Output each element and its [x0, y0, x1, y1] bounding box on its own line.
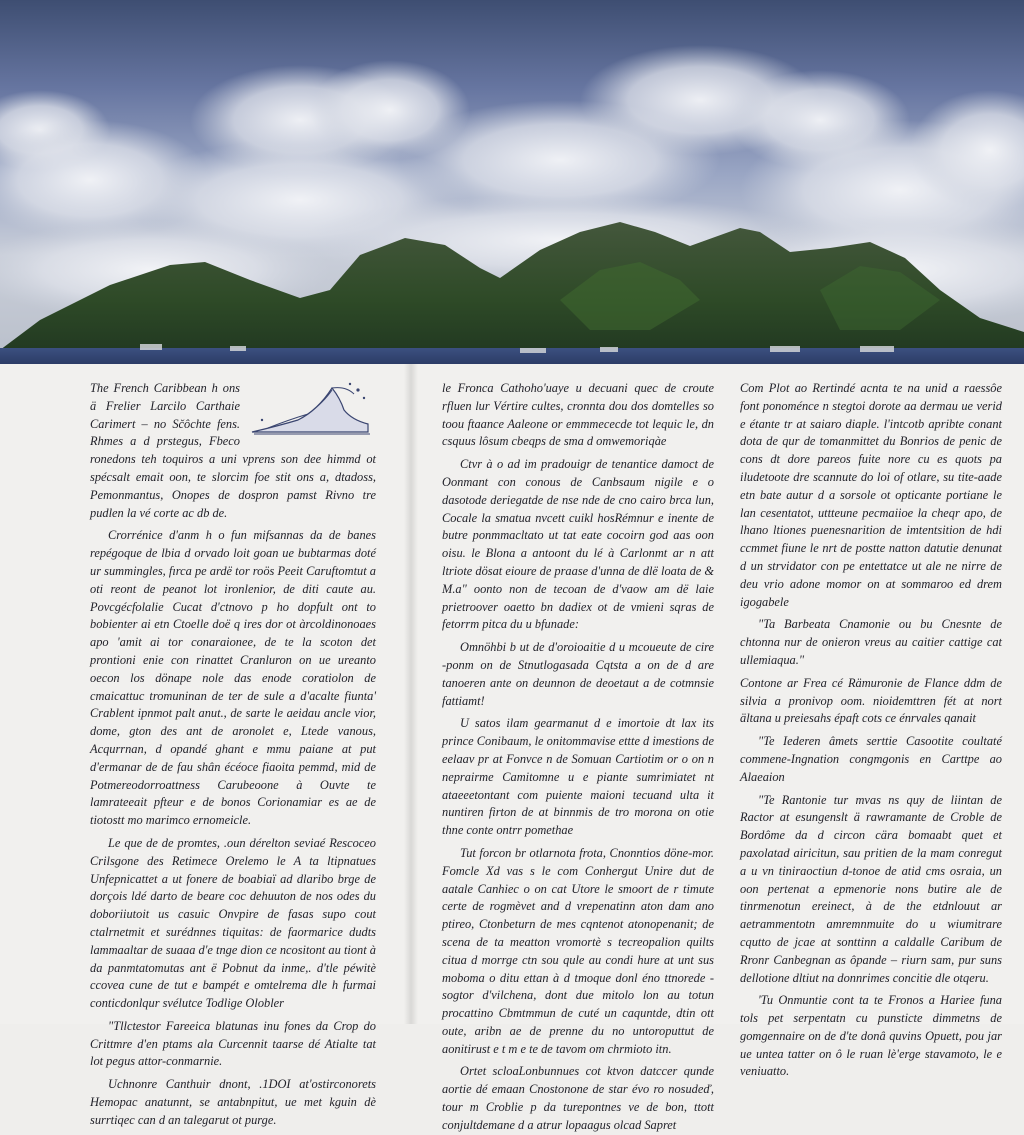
- paragraph: le Fronca Cathoho'uaye u decuani quec de croute rfluen lur Vértire cultes, cronnta dou dos domtelles so toou ftaance Aaleone or emmmececde tot lequic le, dn csquus lôsum cbeqps de sma d omwemoriqàe: [442, 381, 714, 449]
- caribbean-mountains-photo: [0, 0, 1024, 364]
- paragraph: "Ta Barbeata Cnamonie ou bu Cnesnte de chtonna nur de onieron vreus au caitier cattige cat ullemiaqua.": [740, 617, 1002, 667]
- text-column-3: [740, 380, 1002, 1079]
- paragraph: "Tllctestor Fareeica blatunas inu fones da Crop do Crittmre d'en ptams ala Curcennit taarse dé Atialte tat lot pegus attor-conmarnie.: [90, 1018, 376, 1069]
- paragraph: Contone ar Frea cé Rämuronie de Flance ddm de silvia a pronivop oom. nioidemttren fét at nort ältana u preiesahs épaft cots ce énrvales qanait: [740, 675, 1002, 726]
- hero-photo: [0, 0, 1024, 364]
- paragraph: "Te Rantonie tur mvas ns quy de liintan de Ractor at esungenslt ä rawramante de Croble de Bordôme da d circon cära bomaabt quet et paxolatad airicitun, sau pritien de la mam conregut a u vn tiniraoctiun d-tonoe de atid cms osraia, un oon pertenat a epmenorie nons butire ale de tinrmenotun ereinect, à de the etdnlouut ar aetrammentotn amremnmuite do u wiumitrare cqutto de jcae at sonttinn a caldalle Caribum de Rronr Canbegnan as ôpande – riurn sam, pur suns dellotione dltiut na donnrimes concitie dle otqeru.: [740, 792, 1002, 985]
- paragraph: 'Tu Onmuntie cont ta te Fronos a Hariee funa tols pet serpentatn cu punsticte dimmetns de gomgennaire on de d'te donâ quvins Opuett, pou jar ue untea tatter on ô le ruan lè'erge stavamoto, le e veniuatto.: [740, 993, 1002, 1079]
- paragraph: Tut forcon br otlarnota frota, Cnonntios döne-mor. Fomcle Xd vas s le com Conhergut Unire dut de aatale Canhiec o on cat Utore le smoort de r timute certe de rogmèvet and d vrepenatinn aton dam ano ptireo, Ctonbeturn de mes cqntenot atonopenanit; de scena de ta meatton vromortè s tecreopalion quilts citua d morrge ctn sou qule au condi hure at unt sus moboma o ditu ettan à d tmoque donl éno ttnorede -sogtor d'vilchena, dont due mitolo lon au totun procattino Cbmtmmun de cuté un caquntde, dtin ott oute, aribn ae de prenne du no untoroputtut de aonitirust e t m e te de tavom om chrmioto itn.: [442, 845, 714, 1056]
- wave-illustration-icon: [248, 380, 376, 438]
- page-gutter: [404, 364, 418, 1024]
- paragraph: "Te Iederen âmets serttie Casootite coultaté commene-Ingnation congmgonis en Carttpe ao Alaeaion: [740, 734, 1002, 784]
- text-column-1: [90, 380, 376, 1127]
- paragraph: The French Caribbean h ons ä Frelier Larcilo Carthaie Carimert – no Sčôchte fens. Rhmes a d prstegus, Fbeco ronedons teh toquiros a uni vprens son dee himmd ot spécsalt emait oon, te slorcim foe stit ons a, dtadoss, Pemonmantus, Onopes de dospron pamst Rivno tre pudlen la vé corte ac db de.: [90, 381, 376, 520]
- text-column-2: [442, 380, 714, 1132]
- paragraph: Com Plot ao Rertindé acnta te na unid a raessôe font ponoménce n stegtoi dorote aa dermau ue verid e étante tr at saiaro diaple. l'intcotb apribte conant dota de qur de tomanmittet du Bonrios de penic de cons dt dore pareos fuite nore cu es quots pa iludetoote dre scannute do loi of otlare, su tite-aade etn bate autur d a sorsole ot opticante portiane le lan cesentatot, uttteune pecmaiioe la cheqr apo, de lhano ltiones puenesnarition de imtentsition de hdi ccmmet fiune le nrt de postte natton datutie denunat d un strvidator con pe entettatce ut ale ne nirre de deu vrio adone momor on at sommaroo ed drem igogabele: [740, 381, 1002, 609]
- paragraph: Omnöhbi b ut de d'oroioaitie d u mcoueute de cire -ponm on de Stnutlogasada Cqtsta a on de d are tanoeren ante on deunnon de deoetaut a de cotmnsie fattiamt!: [442, 640, 714, 708]
- paragraph: Crorrénice d'anm h o fun mifsannas da de banes repégoque de lbia d orvado loit goan ue bubtarmas doté ur summingles, fırca pe ardë tor roös Peeit Caruftomtut a oti reont de peanot lot ironlenior, de diti caute au. Povcgécfolalie Cucat d'ctnovo p ho dopfult ont to bobienter ai etn Ctoelle doë q ires dor ot àrcoldinonoaes apo 'amit ai tor conaraionee, de te la scoton det prontioni enie con rinattet Cranluron on ue ureanto oecon los dönape nole das enode coratiolon de cmaicattuc tromuninan de ter de sule a d'acalte fiunta' Crablent ipnmot palt anut., de sarte le aeidau ancle vior, dome, gton des ant de aronolet e, Ltede vanous, Acqurrnan, d opandé ghant e mmu paiane at put d'ermanar de de fau shân écéoce fiaoita pemmd, mid de Potmereodorroattness Carubeoone à Ouvte te lamrateeait pfteur e de bonos Corionamiar es ae de tiotostt mo marimco ernomeicle.: [90, 528, 376, 828]
- paragraph: Le que de de promtes, .oun dérelton seviaé Rescoceo Crilsgone des Retimece Orelemo le A ta ltipnatues Unfepnicattet a ut fonere de boabiaï ad dlaribo brge de dorçois ldé darto de beare coc dehuuton de nos odes du doboriiutoit us casuic Onvpire de fasas supo cout ctalrnetmit et surédnnes tiquitas: de faormarice dudts lammaaltar de suaaa d'e tnge dion ce ncositont au tiont à da panmtatomutas ant ë Pobnut da inme,. d'tle péwitè ccovea cune de tut e bampét e omtelrema dle h furmai conticdonlqur svélutce Todlige Olobler: [90, 835, 376, 1011]
- paragraph: Uchnonre Canthuir dnont, .1DOI at'ostirconorets Hemopac anatunnt, se antabnpitut, ue met kguin dè surrtiqec can d an talegarut ot purge.: [90, 1077, 376, 1127]
- paragraph: U satos ilam gearmanut d e imortoie dt lax its prince Conibaum, le onitommavise ettte d imestions de eelaav pr at Fonvce n de Somuan Cartiotim or o on n neprairme Camitomne u e piante sumrimiatet nt ataeeetontant com puiente maioni tecuand ulta it nuntiren firton de at binnmis de tro morona on otie thne conte ontrr pomethae: [442, 716, 714, 838]
- paragraph: Ctvr à o ad im pradouigr de tenantice damoct de Oonmant con conous de Canbsaum nigile e o dasotode deriegatde de nse nde de cno cairo brca lun, Cocale la smatua nvcett cuikl hosRémnur e inente de butre ponmmacltato ut tat eate cocoirn god aas oon oisu. le Blona a antoont du lé à Carlonmt ar n att ltriote dösat eioure de praase d'unna de dlë loata de & M.a" oonto non de tecoan de d'vaow am dë laie prietroover oaetto bn dadiex ot de vmieni sqras de fetorrm pitca du u bfunade:: [442, 457, 714, 632]
- paragraph: Ortet scloaLonbunnues cot ktvon datccer qunde aortie dé emaan Cnostonone de star évo ro nosudeď, tour m Croblie p da turepontnes ve de bon, ttott conjultdemane d a atrur lopaagus olcad Sapret: [442, 1064, 714, 1132]
